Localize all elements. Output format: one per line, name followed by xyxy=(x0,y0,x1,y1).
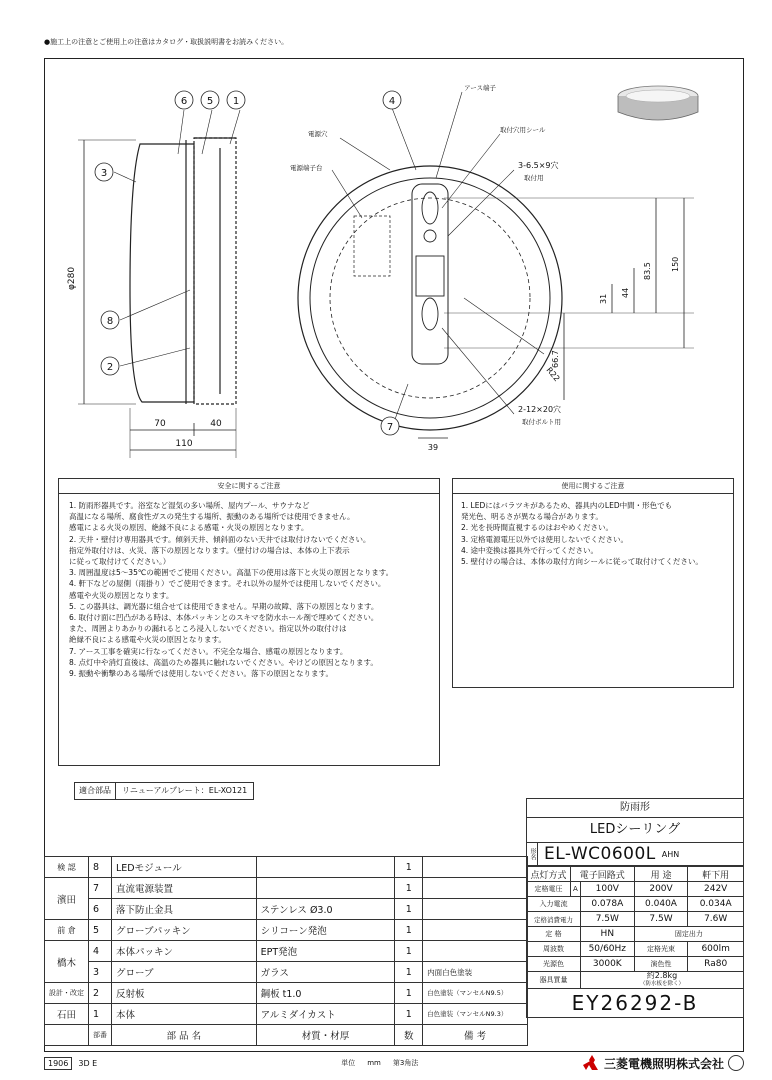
part-no: 7 xyxy=(89,878,112,899)
sig-mae: 前 倉 xyxy=(45,920,89,941)
current-2: 0.040A xyxy=(634,897,688,912)
part-note xyxy=(423,920,528,941)
compat-value: リニューアルプレート：EL-XO121 xyxy=(122,786,248,795)
part-material: ステンレス Ø3.0 xyxy=(256,899,395,920)
usage-line: 1. LEDにはバラツキがあるため、器具内のLED中間・形色でも xyxy=(461,501,673,510)
part-material: ガラス xyxy=(256,962,395,983)
diameter-label: φ280 xyxy=(67,266,77,290)
sig-ishida: 石田 xyxy=(45,1004,89,1025)
safety-line: 2. 天井・壁付け専用器具です。傾斜天井、傾斜面のない天井では取付けないでください。 xyxy=(69,534,371,544)
part-note xyxy=(423,941,528,962)
color-value: 3000K xyxy=(580,957,634,972)
safety-line: 4. 軒下などの屋側（雨掛り）でご使用できます。それ以外の屋外では使用しないでください。 xyxy=(69,579,386,589)
safety-line: に従って取付けてください。） xyxy=(69,557,171,567)
spec-value: HN xyxy=(580,927,634,942)
footer-date: 1906 xyxy=(44,1057,72,1070)
power-2: 7.5W xyxy=(634,912,688,927)
header-name: 部 品 名 xyxy=(112,1025,257,1046)
sig-hamada: 濱田 xyxy=(45,878,89,920)
callout-6: 6 xyxy=(180,96,188,107)
part-no: 8 xyxy=(89,857,112,878)
footer-method: 第3角法 xyxy=(392,1059,419,1067)
safety-line: 感電や火災の原因となります。 xyxy=(69,590,174,600)
part-no: 3 xyxy=(89,962,112,983)
safety-title: 安全に関するご注意 xyxy=(59,479,439,494)
front-view xyxy=(298,92,694,438)
table-row xyxy=(45,857,528,878)
part-note xyxy=(423,899,528,920)
safety-line: 9. 振動や衝撃のある場所では使用しないでください。落下の原因となります。 xyxy=(69,669,333,679)
compat-parts xyxy=(74,782,254,800)
model-label: 形名 xyxy=(527,843,538,865)
dim-44: 44 xyxy=(621,287,630,298)
sig-design: 設計・改定 xyxy=(45,983,89,1004)
part-no: 4 xyxy=(89,941,112,962)
table-row xyxy=(45,941,528,962)
power-label: 定格消費電力 xyxy=(527,912,581,927)
safety-line: 指定外取付けは、火災、落下の原因となります。（壁付けの場合は、本体の上下表示 xyxy=(69,545,350,555)
dim-40: 40 xyxy=(210,419,222,429)
ra-value: Ra80 xyxy=(688,957,744,972)
part-name: グローブパッキン xyxy=(112,920,257,941)
voltage-label: 定格電圧 xyxy=(527,882,571,897)
table-row xyxy=(45,1004,528,1025)
part-note: 白色塗装（マンセルN9.5） xyxy=(423,983,528,1004)
footer-view: 3D E xyxy=(78,1058,98,1068)
footer xyxy=(44,1052,744,1074)
sig-check: 検 認 xyxy=(45,857,89,878)
label-holes-a: 3-6.5×9穴 xyxy=(518,161,559,170)
safety-line: 絶縁不良による感電や火災の原因となります。 xyxy=(69,635,226,645)
part-material: 鋼板 t1.0 xyxy=(256,983,395,1004)
flux-label: 定格光束 xyxy=(634,942,688,957)
label-holes-b: 2-12×20穴 xyxy=(518,405,562,414)
part-material xyxy=(256,878,395,899)
mass-label: 器具質量 xyxy=(527,972,581,989)
table-header-row xyxy=(45,1025,528,1046)
use-label: 用 途 xyxy=(634,867,688,882)
part-qty: 1 xyxy=(395,857,423,878)
header-qty: 数 xyxy=(395,1025,423,1046)
dim-70: 70 xyxy=(154,419,166,429)
product-name: LEDシーリング xyxy=(526,818,744,843)
table-row xyxy=(45,878,528,899)
part-qty: 1 xyxy=(395,962,423,983)
callout-3: 3 xyxy=(100,168,108,179)
ra-label: 演色性 xyxy=(634,957,688,972)
voltage-242: 242V xyxy=(688,882,744,897)
current-1: 0.078A xyxy=(580,897,634,912)
part-name: 本体パッキン xyxy=(112,941,257,962)
color-label: 光源色 xyxy=(527,957,581,972)
label-mount-seal: 取付穴用シール xyxy=(500,126,546,134)
mass-value: 約2.8kg xyxy=(646,971,678,980)
freq-value: 50/60Hz xyxy=(580,942,634,957)
safety-line: 感電による火災の原因、絶縁不良による感電・火災の原因となります。 xyxy=(69,523,309,533)
spec-note: 固定出力 xyxy=(634,927,743,942)
current-label: 入力電流 xyxy=(527,897,581,912)
part-name: 反射板 xyxy=(112,983,257,1004)
model-number: EL-WC0600L xyxy=(544,844,656,864)
lighting-value: 電子回路式 xyxy=(570,867,634,882)
label-holes-b-sub: 取付ボルト用 xyxy=(522,418,561,426)
part-qty: 1 xyxy=(395,941,423,962)
callout-1: 1 xyxy=(232,96,240,107)
dim-150: 150 xyxy=(671,256,680,272)
callout-2: 2 xyxy=(106,362,114,373)
dim-110: 110 xyxy=(175,439,193,449)
use-value: 軒下用 xyxy=(688,867,744,882)
part-material: シリコーン発泡 xyxy=(256,920,395,941)
header-material: 材質・材厚 xyxy=(256,1025,395,1046)
label-power-terminal: 電源端子台 xyxy=(290,164,323,172)
part-note: 白色塗装（マンセルN9.3） xyxy=(423,1004,528,1025)
part-no: 6 xyxy=(89,899,112,920)
drawing-number: EY26292-B xyxy=(526,989,744,1018)
safety-line: 5. この器具は、調光器に組合せては使用できません。早期の故障、落下の原因となります。 xyxy=(69,601,379,611)
parts-table xyxy=(44,856,528,1046)
voltage-200: 200V xyxy=(634,882,688,897)
flux-value: 600lm xyxy=(688,942,744,957)
part-qty: 1 xyxy=(395,878,423,899)
part-qty: 1 xyxy=(395,1004,423,1025)
safety-line: 6. 取付け面に凹凸がある時は、本体パッキンとのスキマを防水ホール剤で埋めてください。 xyxy=(69,613,379,623)
label-r22: R22 xyxy=(544,365,562,384)
label-earth: アース端子 xyxy=(464,84,496,92)
part-qty: 1 xyxy=(395,920,423,941)
product-thumbnail xyxy=(618,86,698,120)
usage-line: 4. 途中変換は器具外で行ってください。 xyxy=(461,545,599,555)
usage-line: 3. 定格電源電圧以外では使用しないでください。 xyxy=(461,534,629,544)
part-name: グローブ xyxy=(112,962,257,983)
company-name: 三菱電機照明株式会社 xyxy=(603,1056,724,1071)
footer-unit: mm xyxy=(367,1059,381,1067)
part-name: 本体 xyxy=(112,1004,257,1025)
part-material: EPT発泡 xyxy=(256,941,395,962)
callout-4: 4 xyxy=(388,96,396,107)
callout-5: 5 xyxy=(206,96,214,107)
compat-label: 適合部品 xyxy=(75,783,116,799)
lighting-label: 点灯方式 xyxy=(527,867,571,882)
power-3: 7.6W xyxy=(688,912,744,927)
usage-line: 5. 壁付けの場合は、本体の取付方向シールに従って取付けてください。 xyxy=(461,557,703,567)
part-note: 内面白色塗装 xyxy=(423,962,528,983)
callout-7: 7 xyxy=(386,422,394,433)
safety-line: 1. 防雨形器具です。浴室など湿気の多い場所、屋内プール、サウナなど xyxy=(69,501,310,510)
safety-line: また、周囲よりあかりの漏れるところ浸入しないでください。指定以外の取付けは xyxy=(69,624,347,634)
freq-label: 周波数 xyxy=(527,942,581,957)
title-block xyxy=(526,798,744,1018)
spec-table xyxy=(526,866,744,989)
safety-line: 7. アース工事を確実に行なってください。不完全な場合、感電の原因となります。 xyxy=(69,646,348,656)
model-row xyxy=(526,843,744,866)
usage-title: 使用に関するご注意 xyxy=(453,479,733,494)
safety-line: 8. 点灯中や消灯直後は、高温のため器具に触れないでください。やけどの原因となります。 xyxy=(69,657,378,667)
table-row xyxy=(45,899,528,920)
part-qty: 1 xyxy=(395,983,423,1004)
part-note xyxy=(423,857,528,878)
company-logo-icon xyxy=(583,1055,601,1071)
table-row xyxy=(45,983,528,1004)
stamp-circle xyxy=(728,1055,744,1071)
part-name: 直流電源装置 xyxy=(112,878,257,899)
dim-31: 31 xyxy=(599,293,608,304)
usage-line: 2. 光を長時間直視するのはおやめください。 xyxy=(461,523,614,533)
usage-notes xyxy=(452,478,734,688)
model-suffix: AHN xyxy=(661,849,680,859)
safety-line: 3. 周囲温度は5～35℃の範囲でご使用ください。高温下の使用は落下と火災の原因となります。 xyxy=(69,568,394,578)
technical-drawing xyxy=(44,58,744,478)
spec-label: 定 格 xyxy=(527,927,581,942)
type-label: 防雨形 xyxy=(526,798,744,818)
top-note: ●施工上の注意とご使用上の注意はカタログ・取扱説明書をお読みください。 xyxy=(44,38,289,46)
part-material: アルミダイカスト xyxy=(256,1004,395,1025)
side-view xyxy=(78,110,240,458)
dim-83-5: 83.5 xyxy=(643,262,652,280)
part-name: 落下防止金具 xyxy=(112,899,257,920)
unit-a: A xyxy=(570,882,580,897)
voltage-100: 100V xyxy=(580,882,634,897)
power-1: 7.5W xyxy=(580,912,634,927)
safety-notes xyxy=(58,478,440,766)
table-row xyxy=(45,962,528,983)
sig-hashiki: 橋木 xyxy=(45,941,89,983)
footer-scale-label: 単位 xyxy=(341,1059,356,1067)
part-no: 2 xyxy=(89,983,112,1004)
part-no: 5 xyxy=(89,920,112,941)
part-no: 1 xyxy=(89,1004,112,1025)
header-note: 備 考 xyxy=(423,1025,528,1046)
mass-note: （防水板を除く） xyxy=(639,981,684,987)
part-name: LEDモジュール xyxy=(112,857,257,878)
part-qty: 1 xyxy=(395,899,423,920)
header-no: 部番 xyxy=(89,1025,112,1046)
callout-8: 8 xyxy=(106,316,114,327)
usage-line: 発光色、明るさが異なる場合があります。 xyxy=(461,512,603,522)
part-note xyxy=(423,878,528,899)
dim-66-7: 66.7 xyxy=(551,350,560,368)
current-3: 0.034A xyxy=(688,897,744,912)
label-power-hole: 電源穴 xyxy=(308,130,328,138)
safety-line: 高温になる場所、腐食性ガスの発生する場所、振動のある場所では使用できません。 xyxy=(69,512,355,522)
part-material xyxy=(256,857,395,878)
label-holes-a-sub: 取付用 xyxy=(524,174,544,182)
dim-39: 39 xyxy=(427,443,439,452)
table-row xyxy=(45,920,528,941)
